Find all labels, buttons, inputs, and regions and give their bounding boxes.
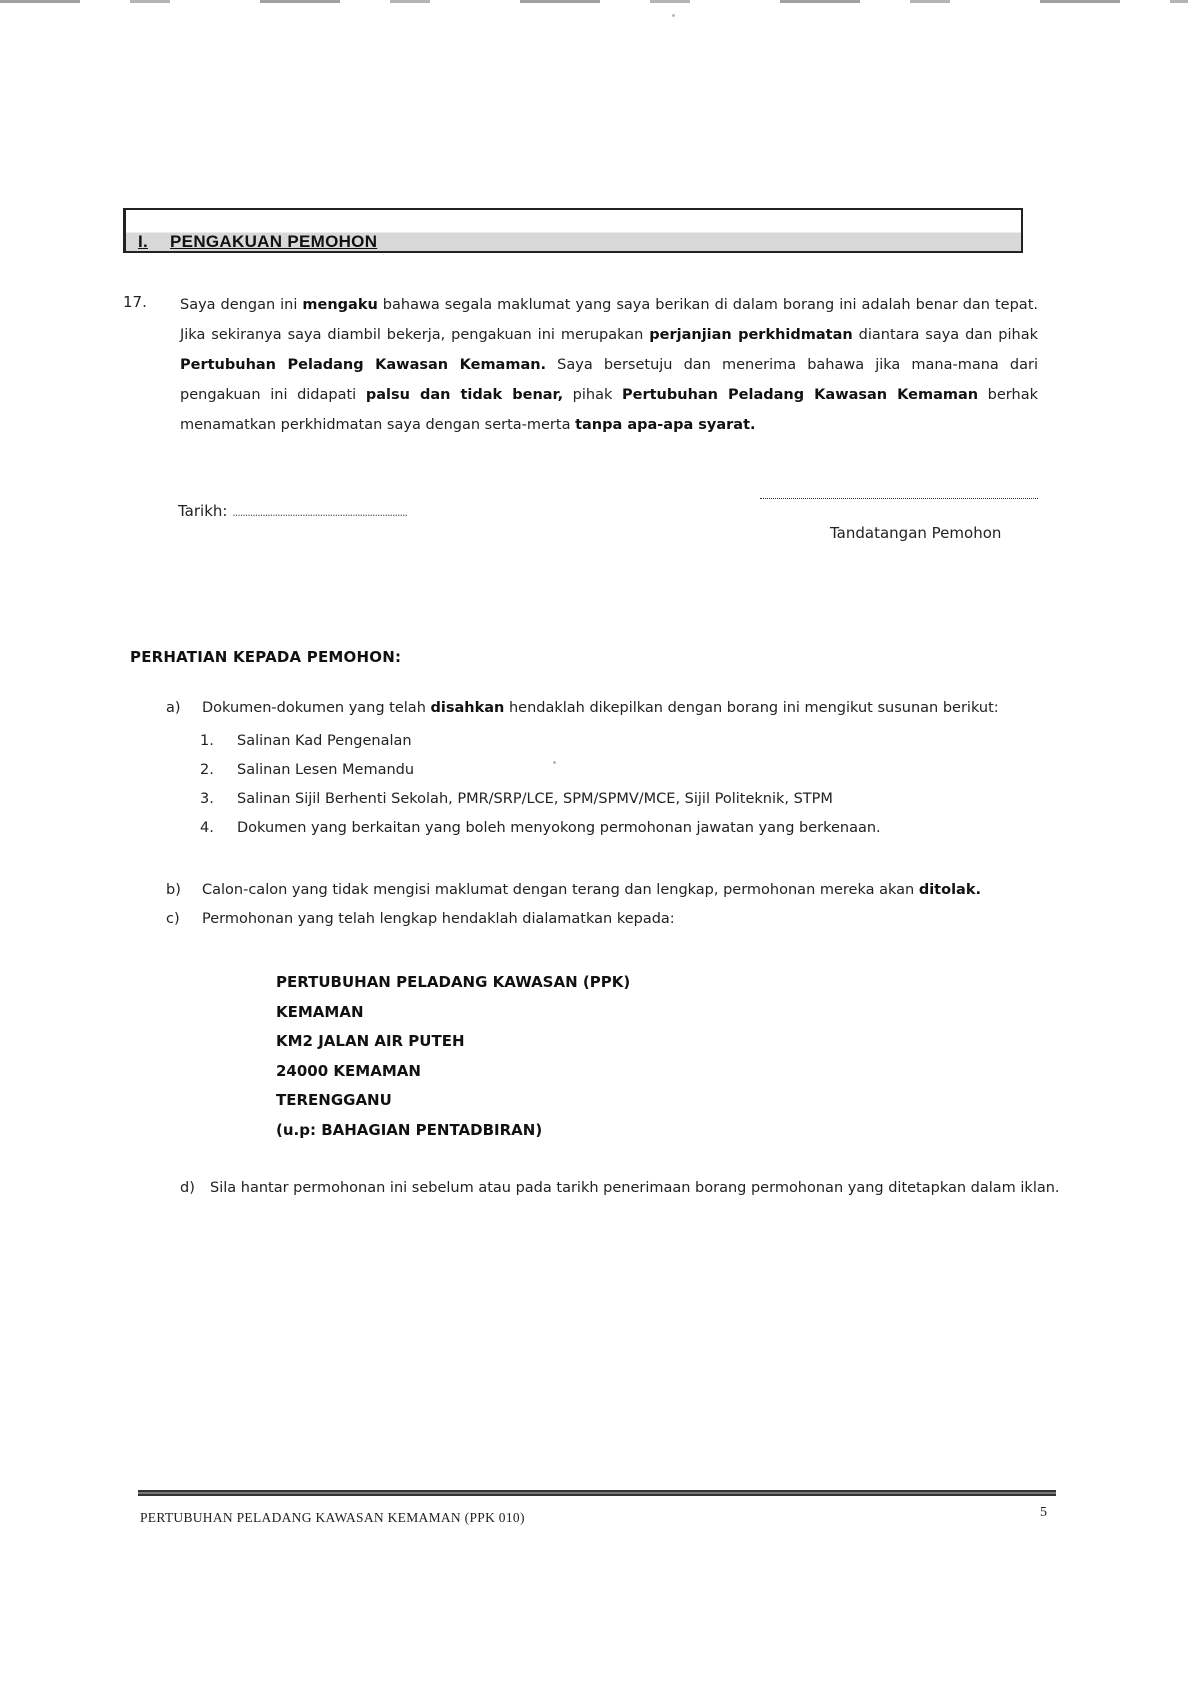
- subitem-number: 1.: [200, 733, 214, 749]
- address-line: KEMAMAN: [276, 1002, 364, 1021]
- subitem-text: Salinan Kad Pengenalan: [237, 733, 412, 749]
- notice-item-c: [166, 911, 1066, 927]
- signature-line: [760, 498, 1038, 499]
- text-run: diantara saya dan pihak: [852, 327, 1038, 343]
- date-field: [178, 502, 407, 520]
- notice-title: PERHATIAN KEPADA PEMOHON:: [130, 648, 402, 666]
- paragraph-number: 17.: [123, 293, 147, 311]
- subitem-text: Dokumen yang berkaitan yang boleh menyokong permohonan jawatan yang berkenaan.: [237, 820, 881, 836]
- section-header-box: [123, 208, 1023, 253]
- item-d-text: Sila hantar permohonan ini sebelum atau pada tarikh penerimaan borang permohonan yang ditetapkan dalam iklan.: [210, 1180, 1060, 1196]
- emphasized-text: tanpa apa-apa syarat.: [575, 417, 756, 433]
- subitem-4: [200, 820, 881, 836]
- emphasized-text: ditolak.: [918, 882, 981, 898]
- address-line: 24000 KEMAMAN: [276, 1061, 421, 1080]
- address-line: TERENGGANU: [276, 1091, 392, 1109]
- notice-item-d: [180, 1180, 1080, 1196]
- text-run: pihak: [563, 387, 622, 403]
- section-title: [138, 232, 377, 252]
- date-label: Tarikh:: [178, 502, 228, 520]
- notice-item-a: [166, 700, 1066, 716]
- date-dotted-line: ......................................................................: [232, 506, 407, 519]
- mailing-address: [276, 968, 630, 1145]
- item-b-text: [202, 882, 981, 898]
- item-label: b): [166, 882, 181, 898]
- declaration-text: [180, 290, 1038, 440]
- subitem-text: Salinan Sijil Berhenti Sekolah, PMR/SRP/LCE, SPM/SPMV/MCE, Sijil Politeknik, STPM: [237, 791, 833, 807]
- text-run: bahawa segala maklumat yang saya berikan di dalam borang ini adalah benar dan tepat. Jika sekiranya saya diambil bekerja, pengakuan ini merupakan: [180, 297, 1038, 343]
- section-number: I.: [138, 232, 149, 251]
- emphasized-text: Pertubuhan Peladang Kawasan Kemaman: [622, 387, 979, 403]
- subitem-number: 4.: [200, 820, 214, 836]
- text-run: Saya dengan ini: [180, 297, 303, 313]
- item-a-text: [202, 700, 999, 716]
- item-label: a): [166, 700, 181, 716]
- subitem-number: 2.: [200, 762, 214, 778]
- emphasized-text: palsu dan tidak benar,: [365, 387, 564, 403]
- emphasized-text: perjanjian perkhidmatan: [649, 327, 853, 343]
- text-run: Saya bersetuju dan menerima bahawa jika mana-mana dari pengakuan ini didapati: [180, 357, 1038, 403]
- item-label: c): [166, 911, 180, 927]
- subitem-text: Salinan Lesen Memandu: [237, 762, 415, 778]
- signature-label: Tandatangan Pemohon: [830, 524, 1002, 542]
- subitem-1: [200, 733, 412, 749]
- item-c-text: Permohonan yang telah lengkap hendaklah dialamatkan kepada:: [202, 911, 675, 927]
- emphasized-text: Pertubuhan Peladang Kawasan Kemaman.: [180, 357, 547, 373]
- section-title-text: PENGAKUAN PEMOHON: [170, 232, 378, 251]
- text-run: berhak menamatkan perkhidmatan saya dengan serta-merta: [180, 387, 1038, 433]
- notice-item-b: [166, 882, 1066, 898]
- text-run: Dokumen-dokumen yang telah: [202, 700, 431, 716]
- emphasized-text: disahkan: [430, 700, 505, 716]
- scan-speck: [553, 761, 556, 764]
- item-label: d): [180, 1180, 195, 1196]
- page-number: 5: [1040, 1505, 1047, 1520]
- address-line: KM2 JALAN AIR PUTEH: [276, 1032, 465, 1050]
- address-line: PERTUBUHAN PELADANG KAWASAN (PPK): [276, 973, 631, 991]
- emphasized-text: mengaku: [302, 297, 378, 313]
- text-run: hendaklah dikepilkan dengan borang ini mengikut susunan berikut:: [504, 700, 999, 716]
- scan-speck: [672, 14, 675, 17]
- text-run: Calon-calon yang tidak mengisi maklumat dengan terang dan lengkap, permohonan mereka akan: [202, 882, 919, 898]
- subitem-3: [200, 791, 833, 807]
- subitem-2: [200, 762, 414, 778]
- address-line: (u.p: BAHAGIAN PENTADBIRAN): [276, 1120, 543, 1139]
- footer-organization: PERTUBUHAN PELADANG KAWASAN KEMAMAN (PPK 010): [140, 1510, 525, 1525]
- subitem-number: 3.: [200, 791, 214, 807]
- scan-artifact: [0, 0, 1188, 3]
- footer-rule: [138, 1490, 1056, 1496]
